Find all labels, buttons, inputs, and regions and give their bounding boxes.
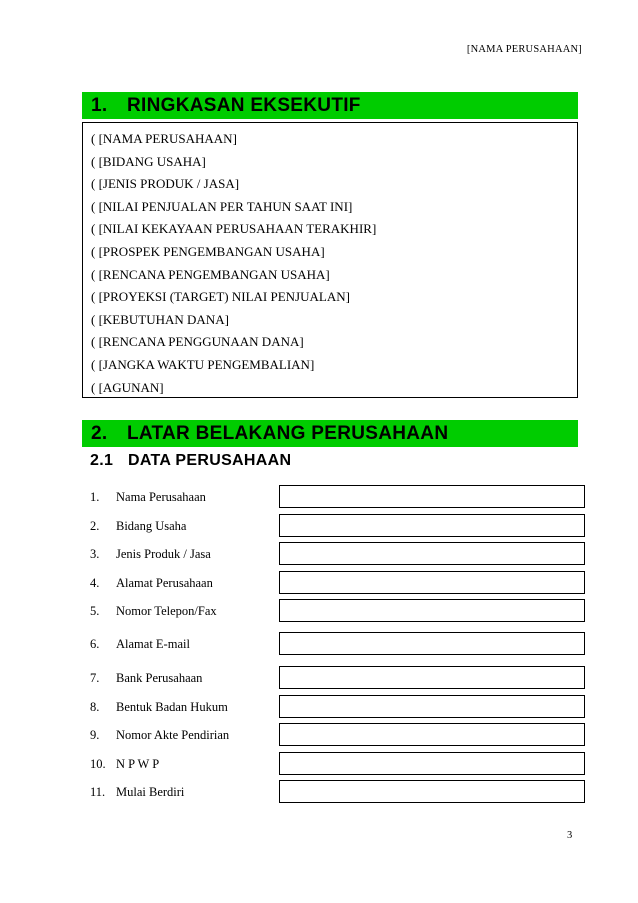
executive-summary-box: [82, 122, 578, 398]
field-label: Jenis Produk / Jasa: [116, 547, 211, 561]
field-number: 7.: [90, 671, 100, 685]
legal-entity-field[interactable]: [279, 695, 585, 718]
field-label: Bentuk Badan Hukum: [116, 700, 228, 714]
field-label: Alamat E-mail: [116, 637, 190, 651]
field-number: 10.: [90, 757, 106, 771]
section-heading-company-background: [82, 420, 578, 447]
form-row-product-type: [90, 542, 590, 566]
company-bank-field[interactable]: [279, 666, 585, 689]
product-type-field[interactable]: [279, 542, 585, 565]
field-number: 9.: [90, 728, 100, 742]
field-label: Bidang Usaha: [116, 519, 187, 533]
summary-line: ( [AGUNAN]: [91, 379, 164, 395]
form-row-company-bank: [90, 666, 590, 690]
summary-line: ( [NAMA PERUSAHAAN]: [91, 131, 237, 146]
header-company-placeholder: [NAMA PERUSAHAAN]: [466, 44, 582, 55]
field-number: 5.: [90, 604, 100, 618]
form-row-established: [90, 780, 590, 804]
email-field[interactable]: [279, 632, 585, 655]
field-label: Nama Perusahaan: [116, 490, 206, 504]
company-name-field[interactable]: [279, 485, 585, 508]
deed-number-field[interactable]: [279, 723, 585, 746]
form-row-phone-fax: [90, 599, 590, 623]
field-number: 1.: [90, 490, 100, 504]
field-number: 6.: [90, 637, 100, 651]
summary-line: ( [PROYEKSI (TARGET) NILAI PENJUALAN]: [91, 289, 350, 305]
page-number: 3: [567, 830, 573, 841]
field-number: 4.: [90, 576, 100, 590]
form-row-legal-entity: [90, 695, 590, 719]
section-heading-executive-summary: [82, 92, 578, 119]
field-label: Nomor Akte Pendirian: [116, 728, 230, 742]
subsection-heading-company-data: [90, 452, 291, 470]
field-label: Nomor Telepon/Fax: [116, 604, 217, 618]
summary-line: ( [PROSPEK PENGEMBANGAN USAHA]: [91, 243, 325, 259]
section-title: RINGKASAN EKSEKUTIF: [127, 95, 361, 116]
summary-line: ( [NILAI PENJUALAN PER TAHUN SAAT INI]: [91, 198, 353, 214]
field-label: Bank Perusahaan: [116, 671, 203, 685]
field-label: N P W P: [116, 757, 160, 771]
form-row-company-address: [90, 571, 590, 595]
field-label: Alamat Perusahaan: [116, 576, 213, 590]
npwp-field[interactable]: [279, 752, 585, 775]
form-row-email: [90, 632, 590, 656]
phone-fax-field[interactable]: [279, 599, 585, 622]
subsection-number: 2.1: [90, 452, 114, 469]
summary-line: ( [NILAI KEKAYAAN PERUSAHAAN TERAKHIR]: [91, 221, 377, 237]
established-field[interactable]: [279, 780, 585, 803]
summary-line: ( [RENCANA PENGEMBANGAN USAHA]: [91, 266, 330, 282]
form-row-company-name: [90, 485, 590, 509]
section-number: 2.: [91, 423, 108, 444]
form-row-business-field: [90, 514, 590, 538]
form-row-npwp: [90, 752, 590, 776]
summary-line: ( [BIDANG USAHA]: [91, 153, 206, 169]
subsection-title: DATA PERUSAHAAN: [128, 452, 292, 469]
summary-line: ( [JENIS PRODUK / JASA]: [91, 176, 240, 192]
summary-line: ( [KEBUTUHAN DANA]: [91, 311, 229, 327]
field-number: 3.: [90, 547, 100, 561]
section-number: 1.: [91, 95, 108, 116]
summary-line: ( [RENCANA PENGGUNAAN DANA]: [91, 334, 304, 350]
section-title: LATAR BELAKANG PERUSAHAAN: [127, 423, 449, 444]
field-number: 11.: [90, 785, 106, 799]
field-label: Mulai Berdiri: [116, 785, 185, 799]
business-field-field[interactable]: [279, 514, 585, 537]
summary-line: ( [JANGKA WAKTU PENGEMBALIAN]: [91, 356, 315, 372]
field-number: 8.: [90, 700, 100, 714]
form-row-deed-number: [90, 723, 590, 747]
company-address-field[interactable]: [279, 571, 585, 594]
field-number: 2.: [90, 519, 100, 533]
